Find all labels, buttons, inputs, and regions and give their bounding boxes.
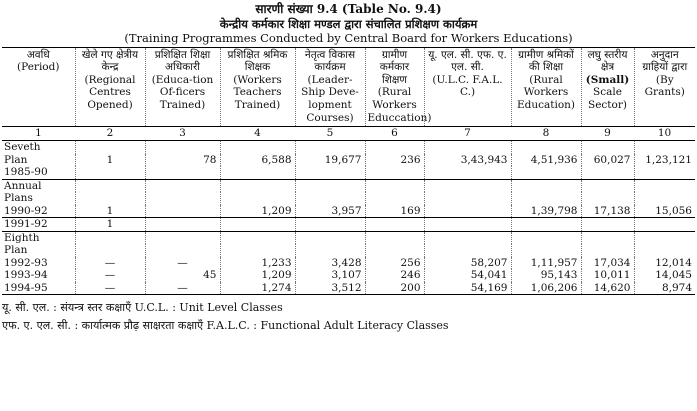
value-cell: 15,056	[634, 205, 695, 218]
value-cell: 14,045	[634, 269, 695, 282]
value-cell: 1,06,206	[511, 282, 581, 295]
value-cell	[145, 244, 220, 257]
value-cell: 1	[75, 154, 145, 167]
column-header-hindi: प्रशिक्षित शिक्षा अधिकारी	[154, 48, 211, 74]
value-cell	[424, 166, 511, 179]
table-header-block	[0, 0, 697, 45]
value-cell: 54,041	[424, 269, 511, 282]
value-cell: 10,011	[581, 269, 634, 282]
value-cell: —	[75, 257, 145, 270]
table-row	[2, 154, 695, 167]
value-cell: 1,274	[220, 282, 295, 295]
value-cell: 1,11,957	[511, 257, 581, 270]
column-number: 7	[424, 127, 511, 141]
value-cell: —	[75, 269, 145, 282]
value-cell	[365, 218, 424, 232]
column-header-hindi: ग्रामीण कर्मकार शिक्षण	[379, 48, 410, 86]
value-cell: 95,143	[511, 269, 581, 282]
value-cell	[75, 231, 145, 244]
column-number: 2	[75, 127, 145, 141]
column-header-english: (Rural Workers Education)	[516, 73, 576, 112]
table-subtitle-english: (Training Programmes Conducted by Central Board for Workers Educations)	[124, 30, 573, 45]
value-cell: 3,428	[295, 257, 365, 270]
column-header-english-bold: (Small)	[585, 73, 630, 86]
value-cell	[75, 192, 145, 205]
value-cell: 1,233	[220, 257, 295, 270]
value-cell	[75, 166, 145, 179]
column-number: 9	[581, 127, 634, 141]
value-cell	[145, 179, 220, 192]
value-cell	[424, 179, 511, 192]
column-header-9	[581, 47, 634, 127]
column-number: 5	[295, 127, 365, 141]
value-cell: 78	[145, 154, 220, 167]
column-header-hindi: यू. एल. सी. एफ. ए. एल. सी.	[428, 48, 507, 74]
period-cell: Eighth	[4, 231, 40, 244]
value-cell	[581, 218, 634, 232]
period-cell: 1994-95	[2, 282, 75, 295]
value-cell	[220, 179, 295, 192]
value-cell	[365, 192, 424, 205]
value-cell: —	[145, 257, 220, 270]
value-cell	[295, 166, 365, 179]
value-cell: 246	[365, 269, 424, 282]
column-header-english: (Leader-Ship Deve-lopment Courses)	[301, 73, 359, 124]
value-cell: 1,39,798	[511, 205, 581, 218]
value-cell: 236	[365, 154, 424, 167]
column-header-english: (Regional Centres Opened)	[84, 73, 136, 112]
value-cell: 54,169	[424, 282, 511, 295]
column-header-hindi: लघु स्तरीय क्षेत्र	[587, 48, 628, 74]
value-cell	[634, 166, 695, 179]
table-row	[2, 257, 695, 270]
value-cell: 169	[365, 205, 424, 218]
value-cell	[295, 141, 365, 154]
value-cell	[365, 179, 424, 192]
value-cell	[581, 244, 634, 257]
column-header-6	[365, 47, 432, 127]
value-cell: —	[145, 282, 220, 295]
table-subtitle-hindi: केन्द्रीय कर्मकार शिक्षा मण्डल द्वारा संचालित प्रशिक्षण कार्यक्रम	[219, 16, 478, 31]
value-cell: 17,034	[581, 257, 634, 270]
footnote-falc: एफ. ए. एल. सी. : कार्यात्मक प्रौढ़ साक्षरता कक्षाएँ F.A.L.C. : Functional Adult Literacy Classes	[2, 319, 449, 333]
value-cell	[145, 166, 220, 179]
value-cell	[581, 192, 634, 205]
value-cell	[220, 141, 295, 154]
period-cell: 1993-94	[4, 269, 48, 282]
value-cell: 1	[75, 205, 145, 218]
value-cell: 1,209	[220, 205, 295, 218]
value-cell	[365, 141, 424, 154]
value-cell	[220, 192, 295, 205]
period-cell: 1985-90	[2, 166, 75, 179]
column-number: 6	[365, 127, 424, 141]
period-cell: Plan	[4, 153, 28, 166]
column-header-2	[75, 47, 145, 127]
value-cell: 1,209	[220, 269, 295, 282]
value-cell	[634, 192, 695, 205]
value-cell	[295, 218, 365, 232]
column-header-row	[2, 47, 695, 127]
value-cell	[75, 141, 145, 154]
column-header-english: (Rural Workers Educcation)	[367, 86, 432, 124]
value-cell	[365, 166, 424, 179]
value-cell: 1,23,121	[634, 154, 695, 167]
table-row	[2, 141, 695, 154]
value-cell	[634, 218, 695, 232]
value-cell	[634, 231, 695, 244]
value-cell: 12,014	[634, 257, 695, 270]
value-cell: 3,107	[295, 269, 365, 282]
column-header-3	[145, 47, 220, 127]
table-row	[2, 231, 695, 244]
column-number: 1	[2, 127, 75, 141]
column-header-english: Scale Sector)	[588, 86, 627, 112]
value-cell	[75, 179, 145, 192]
value-cell	[581, 231, 634, 244]
value-cell: 19,677	[295, 154, 365, 167]
value-cell	[220, 231, 295, 244]
value-cell: 3,43,943	[424, 154, 511, 167]
column-header-7	[424, 47, 511, 127]
period-cell: 1992-93	[4, 256, 48, 269]
table-row	[2, 192, 695, 205]
value-cell: 60,027	[581, 154, 634, 167]
column-header-10	[634, 47, 695, 127]
column-header-english: (U.L.C. F.A.L. C.)	[432, 73, 503, 99]
value-cell	[511, 179, 581, 192]
value-cell	[634, 179, 695, 192]
table-row	[2, 218, 695, 232]
value-cell	[145, 192, 220, 205]
column-header-hindi: प्रशिक्षित श्रमिक शिक्षक	[227, 48, 288, 74]
column-number: 10	[634, 127, 695, 141]
value-cell: 256	[365, 257, 424, 270]
column-number: 8	[511, 127, 581, 141]
value-cell: 4,51,936	[511, 154, 581, 167]
table-row	[2, 179, 695, 192]
column-number: 4	[220, 127, 295, 141]
column-header-4	[220, 47, 295, 127]
value-cell: 8,974	[634, 282, 695, 295]
value-cell: 200	[365, 282, 424, 295]
value-cell: 1	[75, 218, 145, 232]
table-row	[2, 166, 695, 179]
value-cell	[145, 141, 220, 154]
value-cell	[220, 218, 295, 232]
period-cell: 1991-92	[2, 218, 75, 232]
column-header-english: (Period)	[17, 61, 60, 74]
period-cell: Plans	[4, 192, 33, 205]
value-cell: —	[75, 282, 145, 295]
table-row	[2, 282, 695, 295]
value-cell	[581, 141, 634, 154]
value-cell	[365, 244, 424, 257]
value-cell	[220, 166, 295, 179]
value-cell	[581, 179, 634, 192]
column-header-1	[2, 47, 75, 127]
column-header-hindi: नेतृत्व विकास कार्यक्रम	[304, 48, 356, 74]
footnote-ulc: यू. सी. एल. : संयन्त्र स्तर कक्षाएँ U.C.L. : Unit Level Classes	[2, 301, 283, 315]
value-cell	[424, 218, 511, 232]
value-cell	[295, 231, 365, 244]
table-title: सारणी संख्या 9.4 (Table No. 9.4)	[255, 2, 442, 16]
value-cell	[634, 244, 695, 257]
column-header-english: (Workers Teachers Trained)	[233, 73, 282, 112]
table-row	[2, 205, 695, 218]
value-cell	[511, 218, 581, 232]
value-cell	[424, 192, 511, 205]
table-row	[2, 244, 695, 257]
value-cell	[75, 244, 145, 257]
period-cell: 1990-92	[2, 205, 75, 218]
value-cell	[295, 192, 365, 205]
value-cell	[145, 231, 220, 244]
value-cell: 14,620	[581, 282, 634, 295]
value-cell	[145, 205, 220, 218]
value-cell	[511, 231, 581, 244]
value-cell	[295, 179, 365, 192]
training-programmes-table	[2, 47, 695, 296]
column-header-english: (By Grants)	[644, 73, 685, 99]
value-cell	[424, 141, 511, 154]
value-cell: 3,957	[295, 205, 365, 218]
column-header-english: (Educa-tion Of-ficers Trained)	[151, 73, 214, 112]
value-cell	[424, 244, 511, 257]
value-cell	[295, 244, 365, 257]
value-cell	[634, 141, 695, 154]
value-cell: 6,588	[220, 154, 295, 167]
value-cell	[365, 231, 424, 244]
period-cell: Annual	[4, 179, 42, 192]
value-cell: 3,512	[295, 282, 365, 295]
table-body	[2, 141, 695, 295]
column-header-5	[295, 47, 365, 127]
period-cell: Seveth	[4, 141, 41, 154]
column-number: 3	[145, 127, 220, 141]
value-cell	[511, 244, 581, 257]
value-cell	[220, 244, 295, 257]
column-number-row	[2, 127, 695, 141]
column-header-hindi: खेले गए क्षेत्रीय केन्द्र	[81, 48, 139, 74]
value-cell	[424, 205, 511, 218]
value-cell	[511, 166, 581, 179]
column-header-hindi: अवधि	[26, 48, 50, 61]
value-cell: 17,138	[581, 205, 634, 218]
column-header-hindi: अनुदान ग्राहियों द्वारा	[642, 48, 688, 74]
value-cell	[145, 218, 220, 232]
table-row	[2, 269, 695, 282]
value-cell: 58,207	[424, 257, 511, 270]
period-cell: Plan	[4, 244, 28, 257]
column-header-8	[511, 47, 581, 127]
column-header-hindi: ग्रामीण श्रमिकों की शिक्षा	[518, 48, 574, 74]
value-cell	[581, 166, 634, 179]
value-cell	[424, 231, 511, 244]
value-cell	[511, 192, 581, 205]
value-cell: 45	[145, 269, 220, 282]
value-cell	[511, 141, 581, 154]
